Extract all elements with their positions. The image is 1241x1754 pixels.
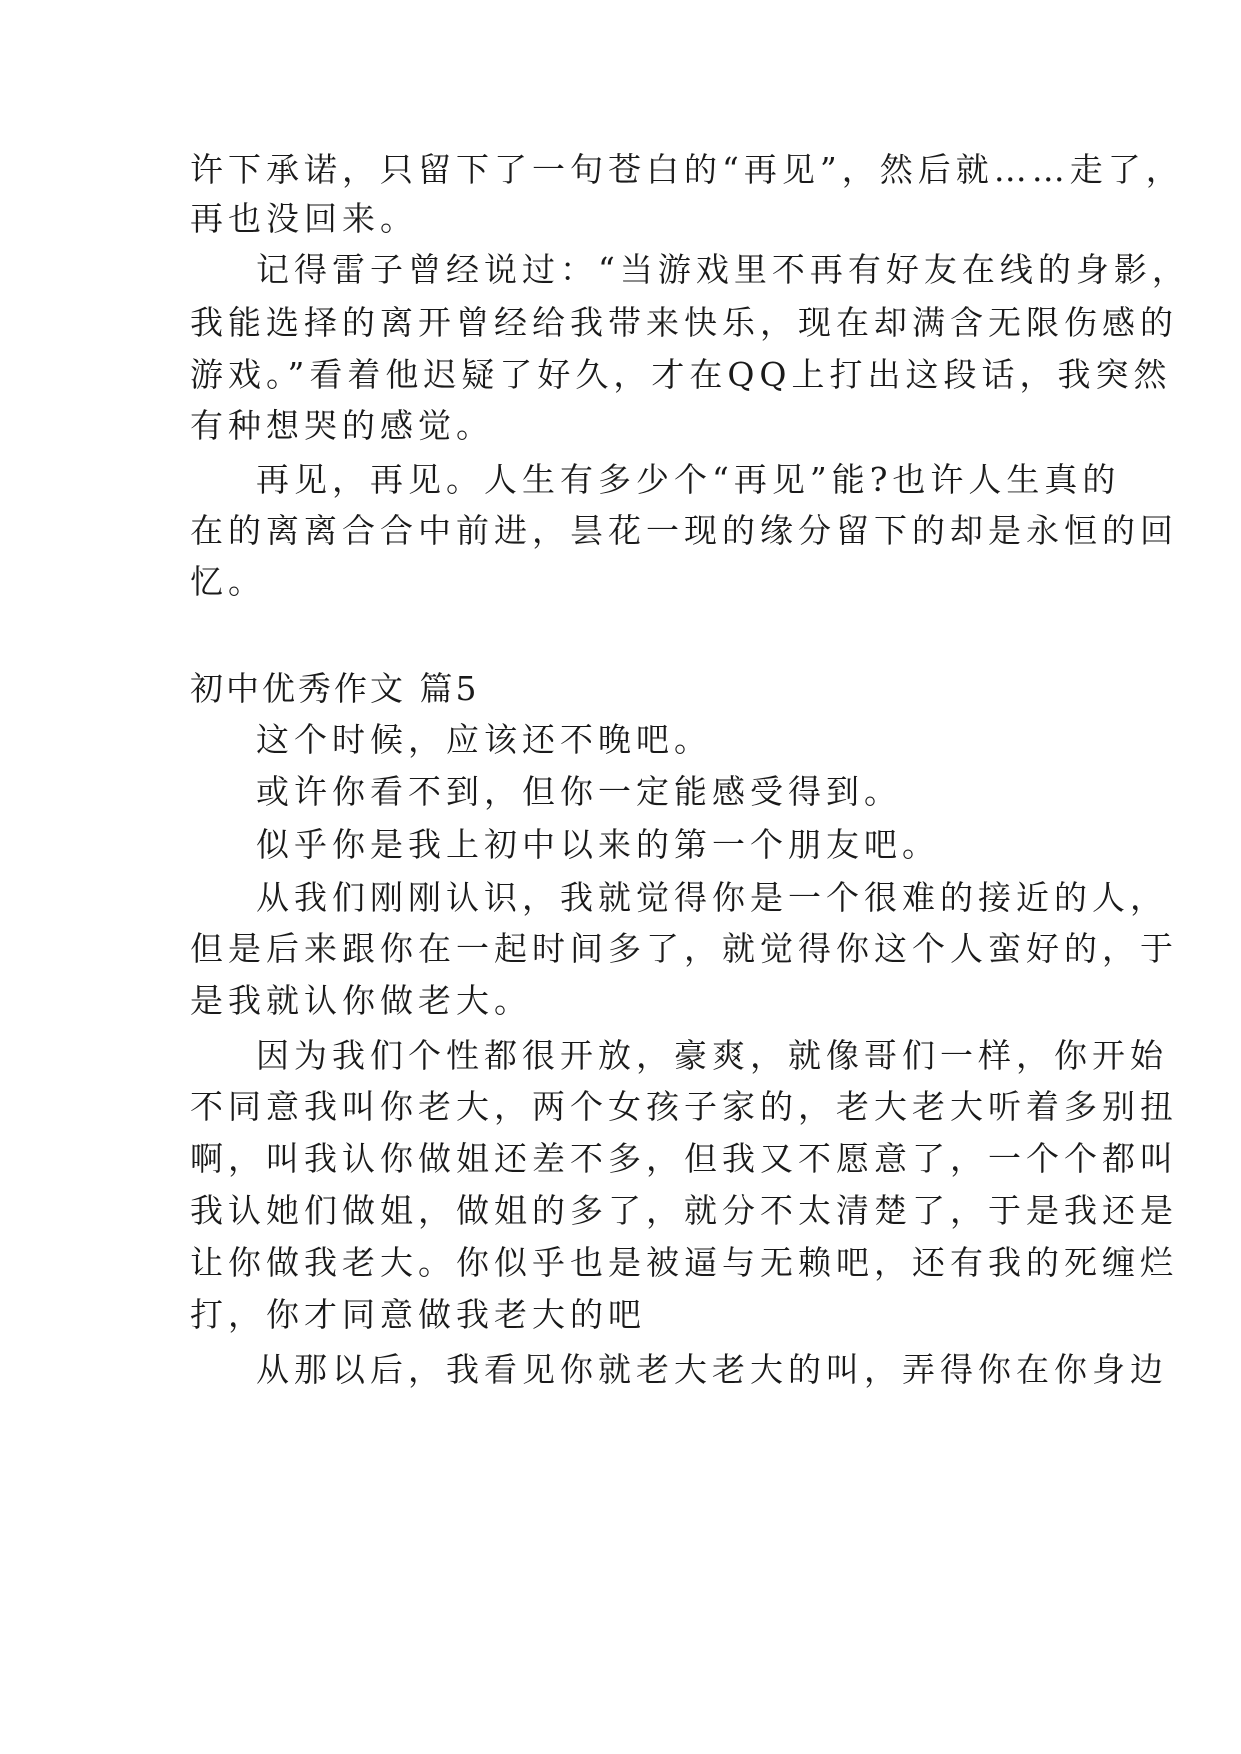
text-line: 在的离离合合中前进，昙花一现的缘分留下的却是永恒的回	[190, 511, 1178, 550]
text-line: 让你做我老大。你似乎也是被逼与无赖吧，还有我的死缠烂	[190, 1243, 1178, 1282]
text-line: 不同意我叫你老大，两个女孩子家的，老大老大听着多别扭	[190, 1087, 1178, 1126]
text-line: 有种想哭的感觉。	[190, 406, 494, 445]
text-line: 是我就认你做老大。	[190, 981, 532, 1020]
text-line: 忆。	[190, 562, 266, 601]
text-line: 啊，叫我认你做姐还差不多，但我又不愿意了，一个个都叫	[190, 1139, 1178, 1178]
text-line: 似乎你是我上初中以来的第一个朋友吧。	[256, 825, 940, 864]
text-line: 游戏。”看着他迟疑了好久，才在QQ上打出这段话，我突然	[190, 355, 1172, 394]
text-line: 我能选择的离开曾经给我带来快乐，现在却满含无限伤感的	[190, 303, 1178, 342]
section-title: 初中优秀作文 篇5	[190, 669, 480, 708]
text-line: 记得雷子曾经说过：“当游戏里不再有好友在线的身影，	[256, 250, 1190, 289]
text-line: 我认她们做姐，做姐的多了，就分不太清楚了，于是我还是	[190, 1191, 1178, 1230]
text-line: 打，你才同意做我老大的吧	[190, 1295, 646, 1334]
text-line: 但是后来跟你在一起时间多了，就觉得你这个人蛮好的，于	[190, 929, 1178, 968]
text-line: 或许你看不到，但你一定能感受得到。	[256, 772, 902, 811]
text-line: 再也没回来。	[190, 199, 418, 238]
text-line: 因为我们个性都很开放，豪爽，就像哥们一样，你开始	[256, 1036, 1168, 1075]
text-line: 这个时候，应该还不晚吧。	[256, 720, 712, 759]
text-line: 从我们刚刚认识，我就觉得你是一个很难的接近的人，	[256, 878, 1168, 917]
text-line: 从那以后，我看见你就老大老大的叫，弄得你在你身边	[256, 1350, 1168, 1389]
text-line: 再见，再见。人生有多少个“再见”能?也许人生真的	[256, 460, 1121, 499]
text-line: 许下承诺，只留下了一句苍白的“再见”，然后就……走了，	[190, 150, 1184, 189]
